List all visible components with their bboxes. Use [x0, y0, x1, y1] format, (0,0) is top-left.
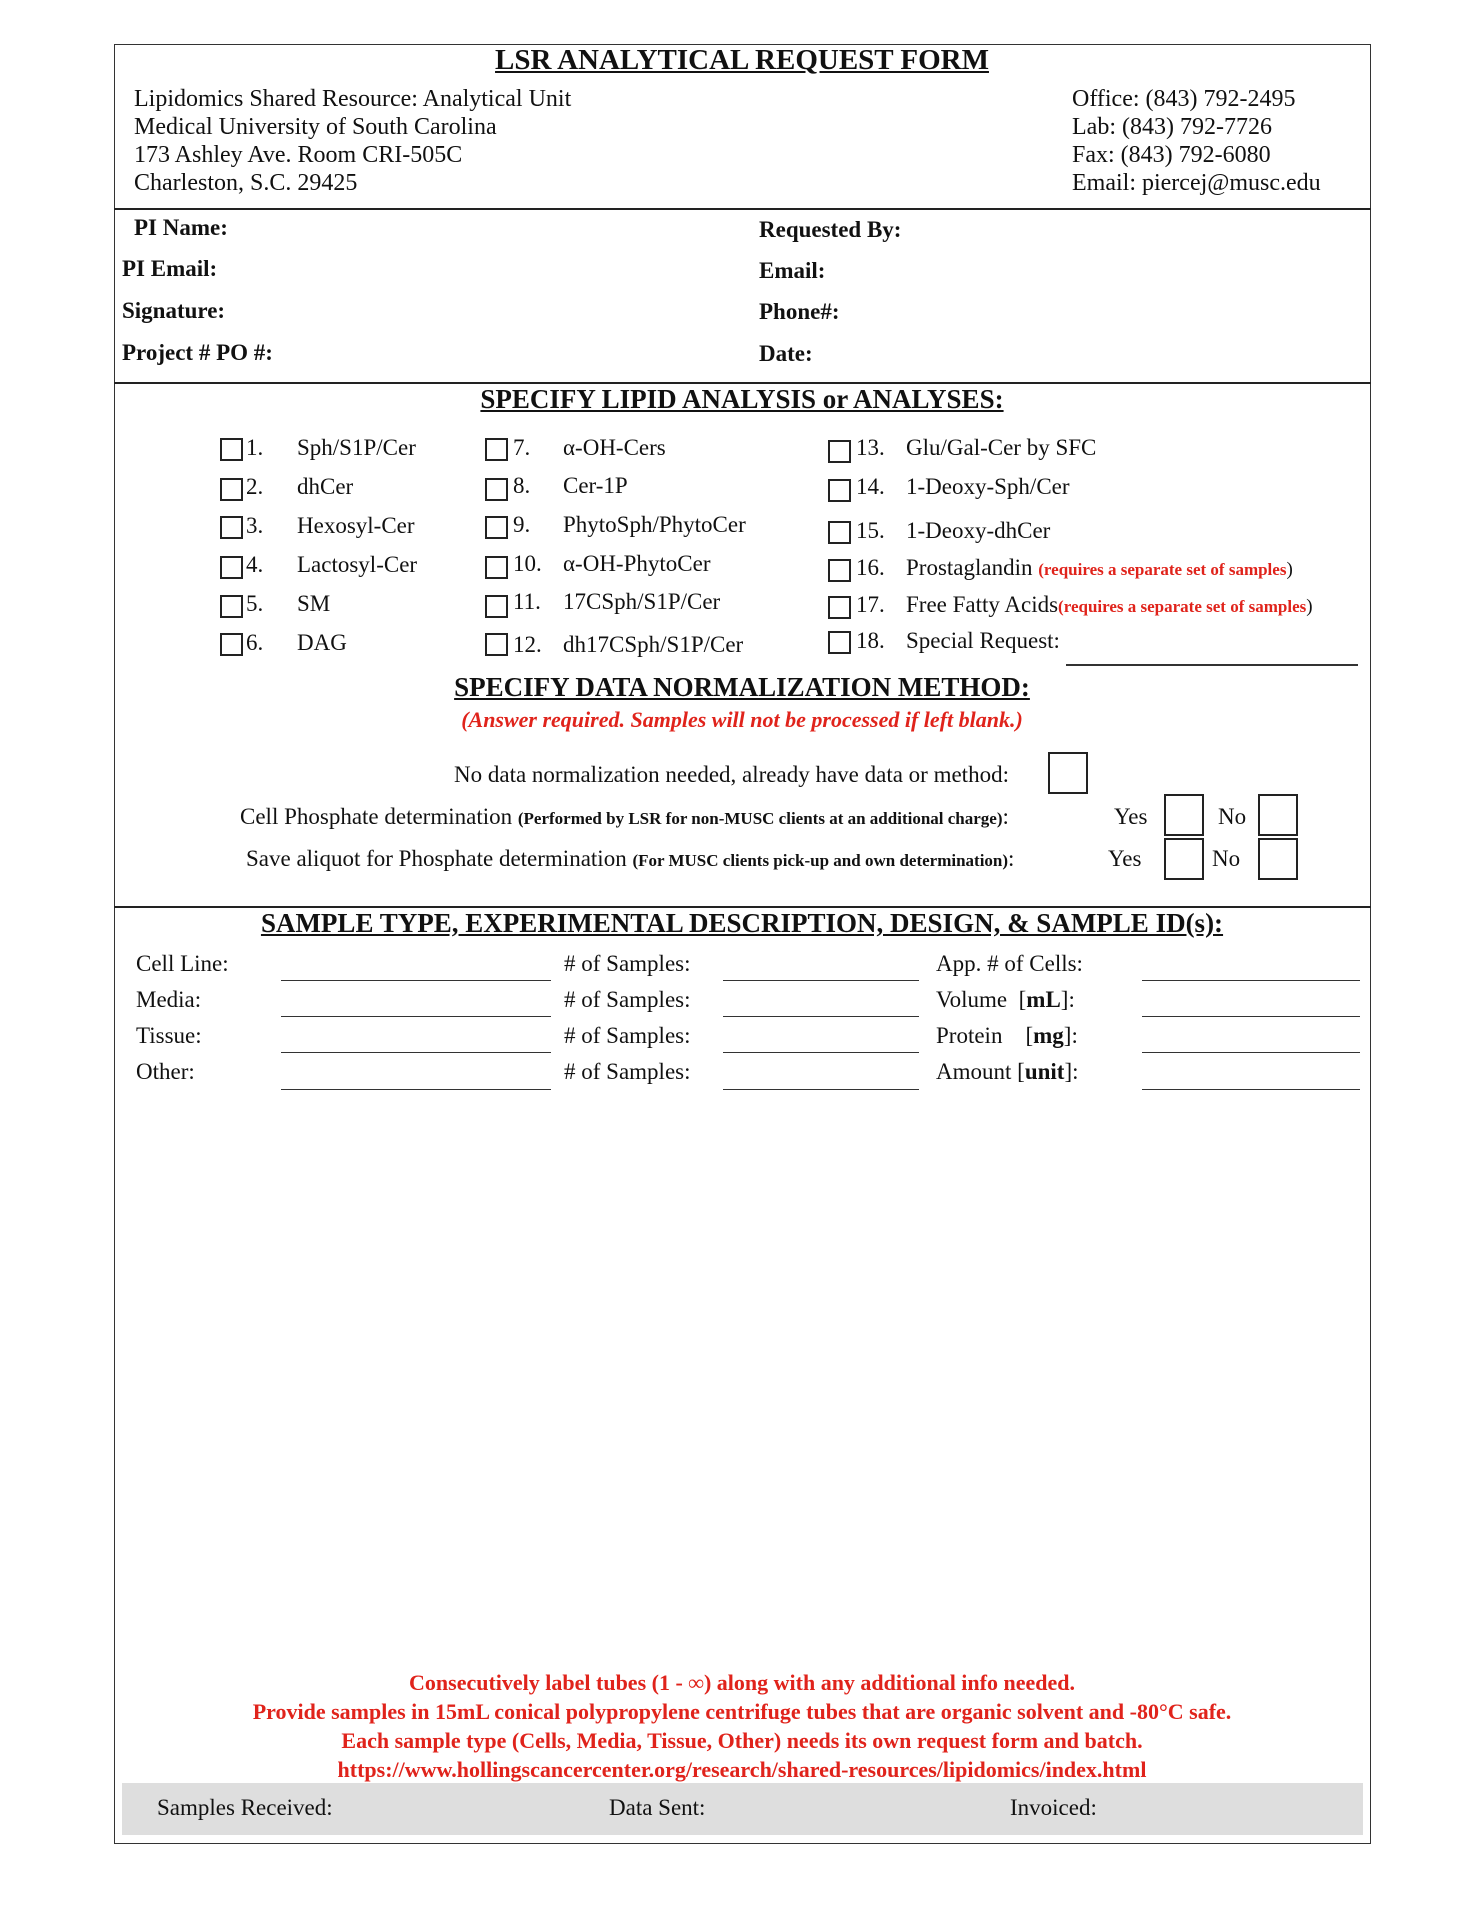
address-line-1: Lipidomics Shared Resource: Analytical Unit — [134, 86, 572, 112]
email-label: Email: — [759, 258, 826, 283]
sample-measure-input[interactable] — [1142, 980, 1360, 981]
special-request-input[interactable] — [1066, 664, 1358, 666]
analysis-label: dh17CSph/S1P/Cer — [563, 632, 744, 657]
note-tube-type: Provide samples in 15mL conical polypropylene centrifuge tubes that are organic solvent and -80°C safe. — [252, 1699, 1232, 1724]
measure-unit: mg — [1033, 1023, 1064, 1048]
analysis-checkbox-1[interactable] — [220, 438, 243, 461]
analysis-label: PhytoSph/PhytoCer — [563, 512, 746, 537]
cell-phosphate-no-label: No — [1218, 804, 1247, 829]
sample-type-label: Other: — [136, 1059, 195, 1084]
colon: : — [1008, 846, 1015, 871]
samples-received-label: Samples Received: — [157, 1795, 333, 1820]
sample-measure-label: App. # of Cells: — [936, 951, 1083, 976]
website-link[interactable]: https://www.hollingscancercenter.org/research/shared-resources/lipidomics/index.html — [337, 1757, 1147, 1782]
analysis-number: 16. — [856, 555, 885, 580]
analysis-item-prostaglandin — [906, 555, 1293, 581]
measure-text: Protein [ — [936, 1023, 1034, 1048]
divider — [114, 208, 1371, 210]
analysis-number: 10. — [513, 551, 542, 576]
analysis-number: 12. — [513, 632, 542, 657]
analysis-checkbox-4[interactable] — [220, 556, 243, 579]
note-label-tubes: Consecutively label tubes (1 - ∞) along with any additional info needed. — [409, 1670, 1075, 1695]
analysis-checkbox-13[interactable] — [828, 440, 851, 463]
sample-type-input[interactable] — [281, 980, 551, 981]
analysis-number: 6. — [246, 630, 264, 655]
analysis-label: dhCer — [297, 474, 354, 499]
measure-end: ]: — [1060, 987, 1075, 1012]
measure-unit: mL — [1026, 987, 1061, 1012]
invoiced-label: Invoiced: — [1010, 1795, 1097, 1820]
sample-count-label: # of Samples: — [564, 1059, 691, 1084]
cell-phosphate-label — [240, 804, 1009, 830]
date-label: Date: — [759, 341, 813, 366]
analysis-number: 11. — [513, 589, 541, 614]
signature-label: Signature: — [122, 298, 226, 323]
sample-measure-input[interactable] — [1142, 1089, 1360, 1090]
analysis-checkbox-6[interactable] — [220, 633, 243, 656]
analysis-number: 9. — [513, 512, 531, 537]
analysis-checkbox-18[interactable] — [828, 631, 851, 654]
address-line-4: Charleston, S.C. 29425 — [134, 170, 358, 196]
address-line-3: 173 Ashley Ave. Room CRI-505C — [134, 142, 463, 168]
sample-measure-label — [936, 1059, 1079, 1085]
form-frame — [114, 44, 1371, 1844]
analysis-label: Glu/Gal-Cer by SFC — [906, 435, 1097, 460]
analysis-label: α-OH-Cers — [563, 435, 666, 460]
measure-text: Amount [ — [936, 1059, 1025, 1084]
project-po-label: Project # PO #: — [122, 340, 273, 365]
sample-measure-label — [936, 987, 1075, 1013]
sample-count-input[interactable] — [723, 980, 919, 981]
sample-count-input[interactable] — [723, 1052, 919, 1053]
sample-count-input[interactable] — [723, 1016, 919, 1017]
sample-measure-input[interactable] — [1142, 1016, 1360, 1017]
separate-samples-note: (requires a separate set of samples — [1058, 597, 1307, 616]
no-normalization-label: No data normalization needed, already have data or method: — [454, 762, 1009, 787]
pi-email-label: PI Email: — [122, 256, 218, 281]
analysis-label: Prostaglandin — [906, 555, 1033, 580]
cell-phosphate-no-checkbox[interactable] — [1258, 794, 1298, 836]
analysis-number: 2. — [246, 474, 264, 499]
pi-name-label: PI Name: — [134, 215, 228, 240]
analysis-label: DAG — [297, 630, 347, 655]
no-normalization-checkbox[interactable] — [1048, 752, 1088, 794]
sample-type-input[interactable] — [281, 1016, 551, 1017]
sample-count-label: # of Samples: — [564, 951, 691, 976]
note-close: ) — [1286, 559, 1293, 580]
form-title: LSR ANALYTICAL REQUEST FORM — [495, 44, 989, 76]
analysis-label: Sph/S1P/Cer — [297, 435, 416, 460]
measure-end: ]: — [1064, 1059, 1079, 1084]
analysis-number: 4. — [246, 552, 264, 577]
lab-phone: Lab: (843) 792-7726 — [1072, 114, 1272, 140]
save-aliquot-no-checkbox[interactable] — [1258, 838, 1298, 880]
analysis-label: 1-Deoxy-Sph/Cer — [906, 474, 1070, 499]
analysis-number: 5. — [246, 591, 264, 616]
note-sample-type: Each sample type (Cells, Media, Tissue, Other) needs its own request form and batch. — [341, 1728, 1143, 1753]
analysis-checkbox-2[interactable] — [220, 478, 243, 501]
data-sent-label: Data Sent: — [609, 1795, 706, 1820]
sample-type-label: Media: — [136, 987, 202, 1012]
save-aliquot-no-label: No — [1212, 846, 1241, 871]
analysis-label: α-OH-PhytoCer — [563, 551, 711, 576]
analysis-checkbox-8[interactable] — [485, 478, 508, 501]
sample-type-input[interactable] — [281, 1052, 551, 1053]
analysis-number: 1. — [246, 435, 264, 460]
analysis-checkbox-11[interactable] — [485, 595, 508, 618]
phone-label: Phone#: — [759, 299, 840, 324]
analysis-checkbox-3[interactable] — [220, 516, 243, 539]
analysis-number: 13. — [856, 435, 885, 460]
analysis-label: Lactosyl-Cer — [297, 552, 418, 577]
cell-phosphate-note: (Performed by LSR for non-MUSC clients at an additional charge) — [517, 809, 1003, 828]
analysis-label: Hexosyl-Cer — [297, 513, 415, 538]
analysis-number: 18. — [856, 628, 885, 653]
analysis-label: Free Fatty Acids — [906, 592, 1059, 617]
colon: : — [1002, 804, 1009, 829]
analysis-checkbox-10[interactable] — [485, 556, 508, 579]
save-aliquot-label — [246, 846, 1014, 872]
analysis-label: SM — [297, 591, 331, 616]
save-aliquot-yes-checkbox[interactable] — [1164, 838, 1204, 880]
analysis-heading: SPECIFY LIPID ANALYSIS or ANALYSES: — [480, 384, 1004, 414]
contact-email: Email: piercej@musc.edu — [1072, 170, 1321, 196]
analysis-checkbox-5[interactable] — [220, 595, 243, 618]
normalization-heading: SPECIFY DATA NORMALIZATION METHOD: — [454, 672, 1030, 702]
analysis-number: 15. — [856, 518, 885, 543]
measure-unit: unit — [1024, 1059, 1065, 1084]
analysis-checkbox-15[interactable] — [828, 521, 851, 544]
analysis-number: 8. — [513, 473, 531, 498]
measure-text: Volume [ — [936, 987, 1027, 1012]
sample-count-input[interactable] — [723, 1089, 919, 1090]
note-close: ) — [1306, 596, 1313, 617]
address-line-2: Medical University of South Carolina — [134, 114, 497, 140]
analysis-number: 14. — [856, 474, 885, 499]
analysis-number: 3. — [246, 513, 264, 538]
analysis-checkbox-12[interactable] — [485, 633, 508, 656]
analysis-checkbox-14[interactable] — [828, 479, 851, 502]
sample-count-label: # of Samples: — [564, 1023, 691, 1048]
sample-type-input[interactable] — [281, 1089, 551, 1090]
save-aliquot-yes-label: Yes — [1108, 846, 1142, 871]
save-aliquot-text: Save aliquot for Phosphate determination — [246, 846, 627, 871]
sample-measure-label — [936, 1023, 1078, 1049]
analysis-checkbox-7[interactable] — [485, 438, 508, 461]
cell-phosphate-yes-label: Yes — [1114, 804, 1148, 829]
analysis-number: 7. — [513, 435, 531, 460]
analysis-checkbox-17[interactable] — [828, 596, 851, 619]
save-aliquot-note: (For MUSC clients pick-up and own determination) — [632, 851, 1009, 870]
analysis-number: 17. — [856, 592, 885, 617]
sample-type-label: Tissue: — [136, 1023, 202, 1048]
sample-count-label: # of Samples: — [564, 987, 691, 1012]
analysis-checkbox-9[interactable] — [485, 516, 508, 539]
cell-phosphate-yes-checkbox[interactable] — [1164, 794, 1204, 836]
analysis-label: Cer-1P — [563, 473, 628, 498]
office-phone: Office: (843) 792-2495 — [1072, 86, 1296, 112]
analysis-label: 1-Deoxy-dhCer — [906, 518, 1051, 543]
fax-number: Fax: (843) 792-6080 — [1072, 142, 1271, 168]
sample-heading: SAMPLE TYPE, EXPERIMENTAL DESCRIPTION, DESIGN, & SAMPLE ID(s): — [260, 908, 1224, 938]
normalization-warning: (Answer required. Samples will not be processed if left blank.) — [461, 707, 1023, 732]
sample-type-label: Cell Line: — [136, 951, 229, 976]
analysis-checkbox-16[interactable] — [828, 559, 851, 582]
cell-phosphate-text: Cell Phosphate determination — [240, 804, 513, 829]
analysis-item-free-fatty-acids — [906, 592, 1313, 618]
separate-samples-note: (requires a separate set of samples — [1038, 560, 1287, 579]
requested-by-label: Requested By: — [759, 217, 902, 242]
analysis-label: 17CSph/S1P/Cer — [563, 589, 721, 614]
analysis-label: Special Request: — [906, 628, 1060, 653]
sample-measure-input[interactable] — [1142, 1052, 1360, 1053]
measure-end: ]: — [1063, 1023, 1078, 1048]
